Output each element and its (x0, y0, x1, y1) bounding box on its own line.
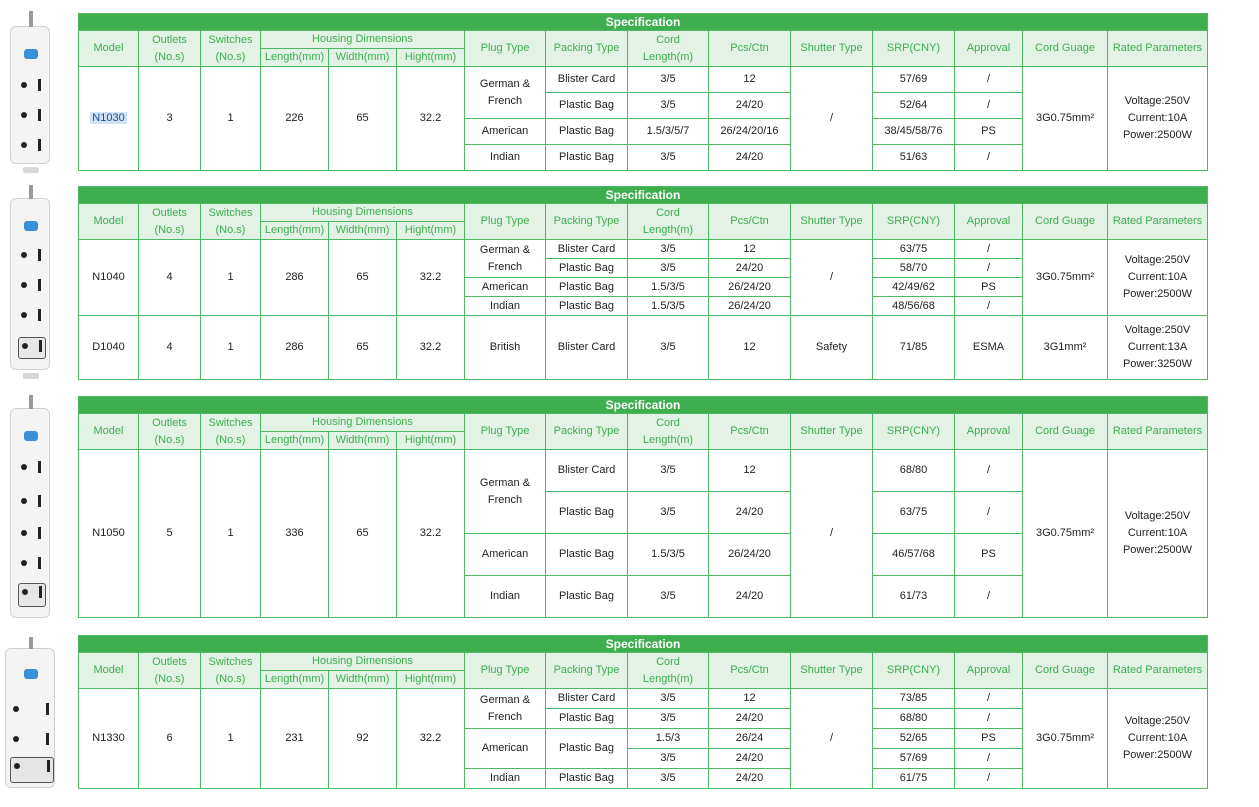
cell-shutter: / (791, 689, 873, 789)
cell-approval: ESMA (955, 316, 1023, 380)
header-shutter: Shutter Type (791, 653, 873, 689)
header-packing: Packing Type (546, 414, 628, 450)
cell-shutter: Safety (791, 316, 873, 380)
cell-packing: Plastic Bag (546, 769, 628, 789)
cell-cord: 3/5 (628, 689, 709, 709)
cell-outlets: 6 (139, 689, 201, 789)
cell-pcs: 24/20 (709, 259, 791, 278)
cell-outlets: 5 (139, 450, 201, 618)
header-approval: Approval (955, 653, 1023, 689)
cell-shutter: / (791, 67, 873, 171)
header-housing: Housing Dimensions (261, 31, 465, 49)
header-plug: Plug Type (465, 31, 546, 67)
cell-length: 286 (261, 316, 329, 380)
cell-width: 65 (329, 316, 397, 380)
product-image-n1030 (10, 26, 50, 164)
cell-packing: Blister Card (546, 689, 628, 709)
header-width: Width(mm) (329, 671, 397, 689)
cell-outlets: 3 (139, 67, 201, 171)
cell-pcs: 26/24/20 (709, 297, 791, 316)
cell-srp: 57/69 (873, 749, 955, 769)
cell-approval: / (955, 450, 1023, 492)
cell-approval: / (955, 240, 1023, 259)
header-model: Model (79, 204, 139, 240)
cell-gauge: 3G0.75mm² (1023, 240, 1108, 316)
cell-srp: 61/75 (873, 769, 955, 789)
cell-switches: 1 (201, 316, 261, 380)
header-plug: Plug Type (465, 204, 546, 240)
cell-pcs: 24/20 (709, 709, 791, 729)
cell-length: 336 (261, 450, 329, 618)
cell-gauge: 3G0.75mm² (1023, 67, 1108, 171)
cell-pcs: 12 (709, 689, 791, 709)
header-outlets: Outlets (No.s) (139, 204, 201, 240)
cell-approval: PS (955, 534, 1023, 576)
cell-pcs: 24/20 (709, 145, 791, 171)
cell-packing: Plastic Bag (546, 729, 628, 769)
cell-approval: / (955, 297, 1023, 316)
header-outlets: Outlets (No.s) (139, 653, 201, 689)
cell-plug-indian: Indian (465, 576, 546, 618)
cell-srp: 57/69 (873, 67, 955, 93)
cell-packing: Plastic Bag (546, 297, 628, 316)
cell-rated: Voltage:250V Current:10A Power:2500W (1108, 450, 1208, 618)
cell-plug-german: German & French (465, 689, 546, 729)
spec-table-n1040 (78, 186, 1208, 380)
header-model: Model (79, 414, 139, 450)
cell-packing: Plastic Bag (546, 278, 628, 297)
spec-table-n1030 (78, 13, 1208, 171)
cell-plug-british: British (465, 316, 546, 380)
header-packing: Packing Type (546, 653, 628, 689)
cell-cord: 3/5 (628, 67, 709, 93)
header-shutter: Shutter Type (791, 204, 873, 240)
header-height: Hight(mm) (397, 671, 465, 689)
cell-width: 65 (329, 240, 397, 316)
header-gauge: Cord Guage (1023, 31, 1108, 67)
header-model: Model (79, 653, 139, 689)
header-height: Hight(mm) (397, 222, 465, 240)
header-gauge: Cord Guage (1023, 653, 1108, 689)
cell-approval: / (955, 709, 1023, 729)
header-width: Width(mm) (329, 222, 397, 240)
cell-pcs: 26/24 (709, 729, 791, 749)
cell-cord: 1.5/3/5 (628, 278, 709, 297)
header-switches: Switches (No.s) (201, 653, 261, 689)
header-housing: Housing Dimensions (261, 414, 465, 432)
cell-length: 226 (261, 67, 329, 171)
cell-model: N1330 (79, 689, 139, 789)
spec-table-n1050 (78, 396, 1208, 618)
header-width: Width(mm) (329, 49, 397, 67)
cell-srp: 38/45/58/76 (873, 119, 955, 145)
header-length: Length(mm) (261, 671, 329, 689)
cell-cord: 3/5 (628, 749, 709, 769)
cell-approval: PS (955, 729, 1023, 749)
header-switches: Switches (No.s) (201, 204, 261, 240)
cell-shutter: / (791, 450, 873, 618)
cell-packing: Plastic Bag (546, 492, 628, 534)
cell-srp: 73/85 (873, 689, 955, 709)
header-outlets: Outlets (No.s) (139, 31, 201, 67)
header-housing: Housing Dimensions (261, 204, 465, 222)
cell-plug-german: German & French (465, 450, 546, 534)
header-rated: Rated Parameters (1108, 204, 1208, 240)
cell-srp: 71/85 (873, 316, 955, 380)
cell-rated: Voltage:250V Current:13A Power:3250W (1108, 316, 1208, 380)
cell-plug-german: German & French (465, 240, 546, 278)
header-pcs: Pcs/Ctn (709, 31, 791, 67)
header-rated: Rated Parameters (1108, 31, 1208, 67)
cell-pcs: 26/24/20 (709, 534, 791, 576)
cell-approval: PS (955, 119, 1023, 145)
cell-gauge: 3G0.75mm² (1023, 450, 1108, 618)
spec-table-n1330 (78, 635, 1208, 789)
header-pcs: Pcs/Ctn (709, 414, 791, 450)
header-switches: Switches (No.s) (201, 414, 261, 450)
header-srp: SRP(CNY) (873, 414, 955, 450)
cell-switches: 1 (201, 450, 261, 618)
header-packing: Packing Type (546, 31, 628, 67)
cell-pcs: 24/20 (709, 492, 791, 534)
cell-cord: 3/5 (628, 259, 709, 278)
cell-switches: 1 (201, 240, 261, 316)
header-gauge: Cord Guage (1023, 414, 1108, 450)
cell-srp: 61/73 (873, 576, 955, 618)
cell-width: 65 (329, 450, 397, 618)
cell-pcs: 12 (709, 316, 791, 380)
cell-srp: 52/65 (873, 729, 955, 749)
product-image-n1040 (10, 198, 50, 370)
cell-height: 32.2 (397, 689, 465, 789)
cell-plug-indian: Indian (465, 769, 546, 789)
header-outlets: Outlets (No.s) (139, 414, 201, 450)
header-shutter: Shutter Type (791, 31, 873, 67)
cell-model: N1040 (79, 240, 139, 316)
cell-width: 65 (329, 67, 397, 171)
cell-srp: 52/64 (873, 93, 955, 119)
cell-gauge: 3G0.75mm² (1023, 689, 1108, 789)
cell-packing: Plastic Bag (546, 93, 628, 119)
cell-switches: 1 (201, 67, 261, 171)
header-rated: Rated Parameters (1108, 653, 1208, 689)
cell-plug-german: German & French (465, 67, 546, 119)
cell-approval: / (955, 259, 1023, 278)
cell-cord: 1.5/3/5 (628, 297, 709, 316)
cell-plug-indian: Indian (465, 145, 546, 171)
cell-model: N1050 (79, 450, 139, 618)
cell-model: D1040 (79, 316, 139, 380)
header-approval: Approval (955, 204, 1023, 240)
cell-packing: Plastic Bag (546, 145, 628, 171)
header-cord: Cord Length(m) (628, 414, 709, 450)
cell-approval: / (955, 689, 1023, 709)
cell-cord: 1.5/3/5 (628, 534, 709, 576)
cell-outlets: 4 (139, 240, 201, 316)
header-height: Hight(mm) (397, 49, 465, 67)
cell-pcs: 24/20 (709, 749, 791, 769)
cell-srp: 58/70 (873, 259, 955, 278)
cell-srp: 51/63 (873, 145, 955, 171)
cell-height: 32.2 (397, 67, 465, 171)
cell-approval: / (955, 576, 1023, 618)
header-approval: Approval (955, 31, 1023, 67)
cell-pcs: 24/20 (709, 93, 791, 119)
cell-switches: 1 (201, 689, 261, 789)
cell-cord: 3/5 (628, 576, 709, 618)
header-srp: SRP(CNY) (873, 31, 955, 67)
cell-height: 32.2 (397, 450, 465, 618)
cell-packing: Blister Card (546, 316, 628, 380)
cell-srp: 63/75 (873, 492, 955, 534)
header-width: Width(mm) (329, 432, 397, 450)
product-image-n1330 (5, 648, 55, 788)
header-plug: Plug Type (465, 653, 546, 689)
cell-approval: / (955, 749, 1023, 769)
cell-approval: PS (955, 278, 1023, 297)
header-shutter: Shutter Type (791, 414, 873, 450)
cell-pcs: 26/24/20 (709, 278, 791, 297)
cell-length: 286 (261, 240, 329, 316)
cell-srp: 46/57/68 (873, 534, 955, 576)
spec-title: Specification (79, 187, 1208, 204)
header-pcs: Pcs/Ctn (709, 204, 791, 240)
header-plug: Plug Type (465, 414, 546, 450)
cell-cord: 3/5 (628, 93, 709, 119)
cell-rated: Voltage:250V Current:10A Power:2500W (1108, 240, 1208, 316)
cell-packing: Plastic Bag (546, 534, 628, 576)
cell-approval: / (955, 145, 1023, 171)
cell-cord: 3/5 (628, 492, 709, 534)
model-highlight[interactable]: N1030 (92, 112, 125, 124)
cell-packing: Plastic Bag (546, 119, 628, 145)
header-length: Length(mm) (261, 432, 329, 450)
cell-plug-indian: Indian (465, 297, 546, 316)
header-cord: Cord Length(m) (628, 653, 709, 689)
cell-plug-american: American (465, 534, 546, 576)
header-length: Length(mm) (261, 222, 329, 240)
cell-height: 32.2 (397, 316, 465, 380)
cell-packing: Blister Card (546, 450, 628, 492)
cell-shutter: / (791, 240, 873, 316)
cell-cord: 3/5 (628, 450, 709, 492)
header-length: Length(mm) (261, 49, 329, 67)
spec-title: Specification (79, 14, 1208, 31)
cell-srp: 48/56/68 (873, 297, 955, 316)
spec-title: Specification (79, 636, 1208, 653)
cell-cord: 1.5/3/5/7 (628, 119, 709, 145)
cell-srp: 63/75 (873, 240, 955, 259)
header-cord: Cord Length(m) (628, 31, 709, 67)
header-pcs: Pcs/Ctn (709, 653, 791, 689)
cell-packing: Blister Card (546, 67, 628, 93)
cell-plug-american: American (465, 278, 546, 297)
cell-approval: / (955, 769, 1023, 789)
header-switches: Switches (No.s) (201, 31, 261, 67)
cell-approval: / (955, 67, 1023, 93)
header-housing: Housing Dimensions (261, 653, 465, 671)
cell-rated: Voltage:250V Current:10A Power:2500W (1108, 689, 1208, 789)
cell-rated: Voltage:250V Current:10A Power:2500W (1108, 67, 1208, 171)
cell-cord: 3/5 (628, 769, 709, 789)
cell-packing: Blister Card (546, 240, 628, 259)
cell-pcs: 12 (709, 240, 791, 259)
cell-plug-american: American (465, 119, 546, 145)
header-cord: Cord Length(m) (628, 204, 709, 240)
cell-pcs: 12 (709, 67, 791, 93)
cell-pcs: 24/20 (709, 576, 791, 618)
cell-approval: / (955, 492, 1023, 534)
cell-packing: Plastic Bag (546, 259, 628, 278)
cell-gauge: 3G1mm² (1023, 316, 1108, 380)
header-srp: SRP(CNY) (873, 204, 955, 240)
cell-cord: 1.5/3 (628, 729, 709, 749)
cell-width: 92 (329, 689, 397, 789)
header-rated: Rated Parameters (1108, 414, 1208, 450)
cell-outlets: 4 (139, 316, 201, 380)
cell-length: 231 (261, 689, 329, 789)
cell-cord: 3/5 (628, 145, 709, 171)
product-image-n1050 (10, 408, 50, 618)
cell-srp: 68/80 (873, 450, 955, 492)
cell-height: 32.2 (397, 240, 465, 316)
cell-pcs: 12 (709, 450, 791, 492)
cell-packing: Plastic Bag (546, 576, 628, 618)
cell-plug-american: American (465, 729, 546, 769)
cell-pcs: 26/24/20/16 (709, 119, 791, 145)
cell-pcs: 24/20 (709, 769, 791, 789)
cell-srp: 42/49/62 (873, 278, 955, 297)
cell-cord: 3/5 (628, 316, 709, 380)
header-gauge: Cord Guage (1023, 204, 1108, 240)
header-height: Hight(mm) (397, 432, 465, 450)
header-packing: Packing Type (546, 204, 628, 240)
header-srp: SRP(CNY) (873, 653, 955, 689)
cell-cord: 3/5 (628, 709, 709, 729)
header-model: Model (79, 31, 139, 67)
cell-srp: 68/80 (873, 709, 955, 729)
cell-cord: 3/5 (628, 240, 709, 259)
cell-model (79, 67, 139, 171)
cell-approval: / (955, 93, 1023, 119)
cell-packing: Plastic Bag (546, 709, 628, 729)
header-approval: Approval (955, 414, 1023, 450)
spec-title: Specification (79, 397, 1208, 414)
